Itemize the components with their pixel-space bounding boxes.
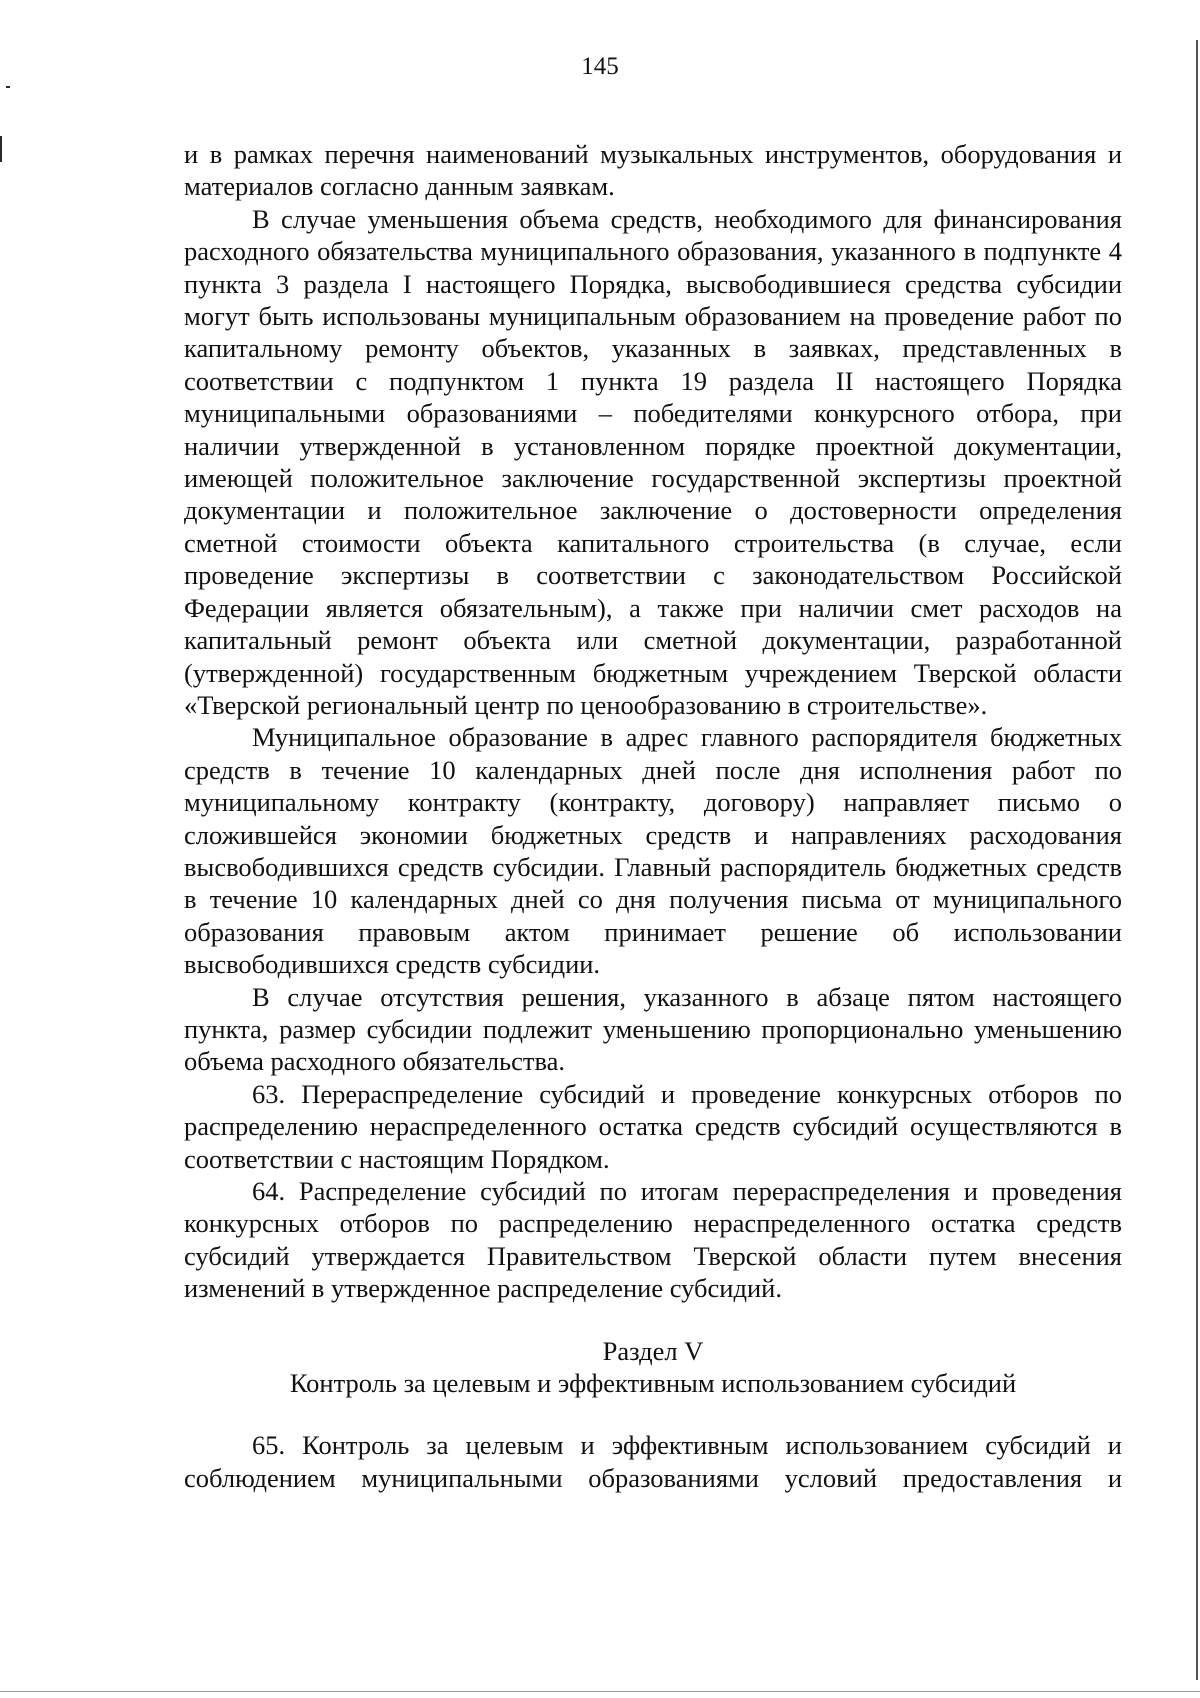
paragraph-no-decision: В случае отсутствия решения, указанного в абзаце пятом настоящего пункта, размер субсидии подлежит уменьшению пропорционально уменьшению объема расходного обязательства. [184,981,1122,1077]
scan-artifact-right-edge [1196,40,1198,1680]
section-label: Раздел V [602,1335,704,1366]
paragraph-item-64: 64. Распределение субсидий по итогам перераспределения и проведения конкурсных отборов по распределению нераспределенного остатка средств субсидий утверждается Правительством Тверской области путем внесения изменений в утвержденное распределение субсидий. [184,1176,1122,1304]
scan-artifact-left-dot [6,86,10,88]
document-body [184,138,1122,1494]
page-number: 145 [581,53,619,80]
paragraph-item-65: 65. Контроль за целевым и эффективным использованием субсидий и соблюдением муниципальными образованиями условий предоставления и [184,1430,1122,1493]
paragraph-savings-letter: Муниципальное образование в адрес главного распорядителя бюджетных средств в течение 10 календарных дней после дня исполнения работ по муниципальному контракту (контракту, договору) направляет письмо о сложившейся экономии бюджетных средств и направлениях расходования высвободившихся средств субсидии. Главный распорядитель бюджетных средств в течение 10 календарных дней со дня получения письма от муниципального образования правовым актом принимает решение об использовании высвободившихся средств субсидии. [184,722,1122,980]
paragraph-continuation: и в рамках перечня наименований музыкальных инструментов, оборудования и материалов согласно данным заявкам. [184,139,1122,202]
scan-artifact-bottom-edge [0,1691,1200,1692]
paragraph-item-63: 63. Перераспределение субсидий и проведение конкурсных отборов по распределению нераспределенного остатка средств субсидий осуществляются в соответствии с настоящим Порядком. [184,1078,1122,1174]
scan-artifact-left-bar [0,136,2,162]
section-title: Контроль за целевым и эффективным использованием субсидий [289,1368,1017,1399]
paragraph-budget-reduction: В случае уменьшения объема средств, необходимого для финансирования расходного обязательства муниципального образования, указанного в подпункте 4 пункта 3 раздела I настоящего Порядка, высвободившиеся средства субсидии могут быть использованы муниципальным образованием на проведение работ по капитальному ремонту объектов, указанных в заявках, представленных в соответствии с подпунктом 1 пункта 19 раздела II настоящего Порядка муниципальными образованиями – победителями конкурсного отбора, при наличии утвержденной в установленном порядке проектной документации, имеющей положительное заключение государственной экспертизы проектной документации и положительное заключение о достоверности определения сметной стоимости объекта капитального строительства (в случае, если проведение экспертизы в соответствии с законодательством Российской Федерации является обязательным), а также при наличии смет расходов на капитальный ремонт объекта или сметной документации, разработанной (утвержденной) государственным бюджетным учреждением Тверской области «Тверской региональный центр по ценообразованию в строительстве». [184,203,1122,720]
